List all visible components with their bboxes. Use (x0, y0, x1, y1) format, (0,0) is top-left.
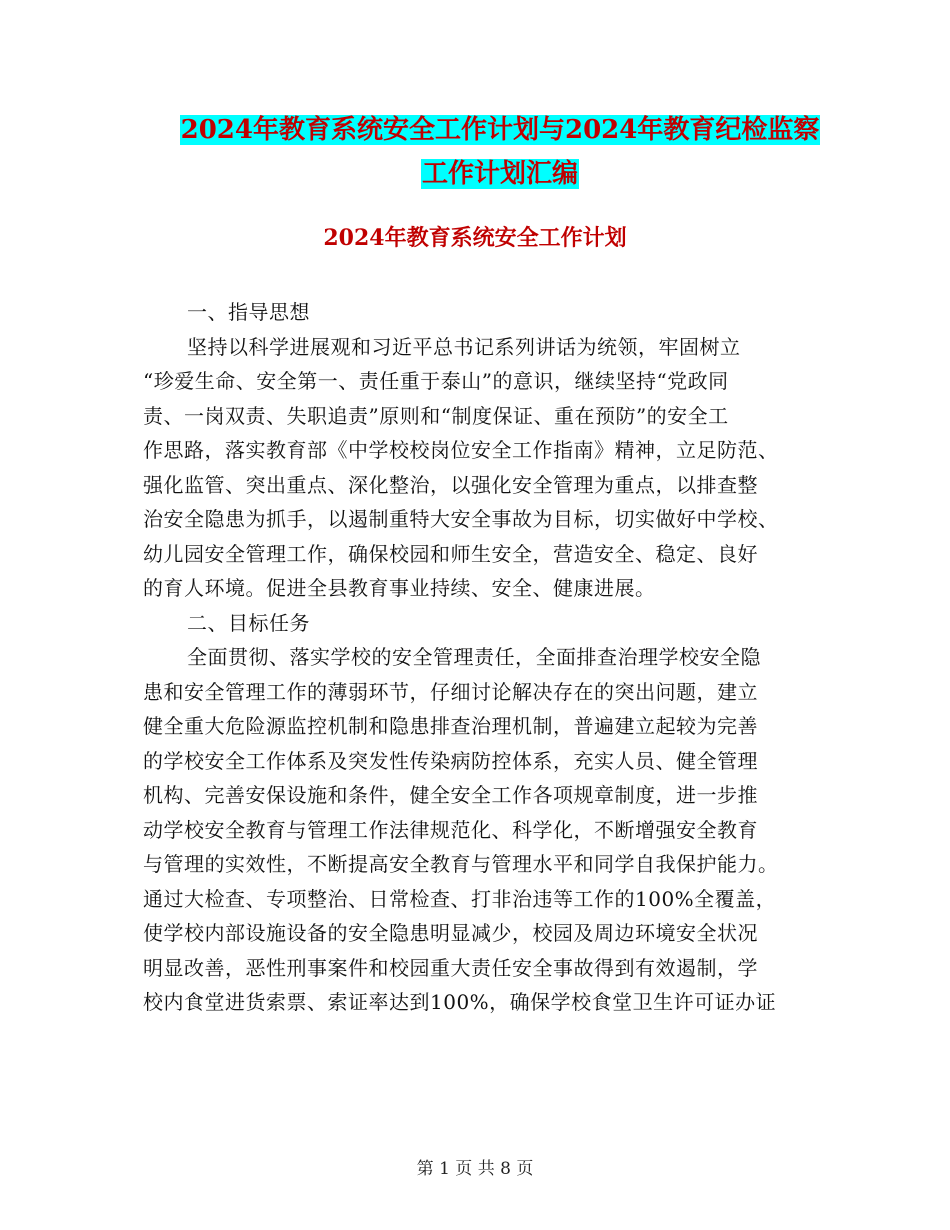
paragraph-2-line: 与管理的实效性，不断提高安全教育与管理水平和同学自我保护能力。 (143, 852, 779, 876)
paragraph-2-line: 机构、完善安保设施和条件，健全安全工作各项规章制度，进一步推 (143, 783, 758, 807)
paragraph-2-line: 明显改善，恶性刑事案件和校园重大责任安全事故得到有效遏制，学 (143, 955, 758, 980)
paragraph-1-line: 幼儿园安全管理工作，确保校园和师生安全，营造安全、稳定、良好 (143, 541, 758, 566)
paragraph-2-line: 健全重大危险源监控机制和隐患排查治理机制，普遍建立起较为完善 (143, 714, 758, 738)
paragraph-2-line: 通过大检查、专项整治、日常检查、打非治违等工作的100%全覆盖， (143, 886, 777, 911)
document-title-line-2 (140, 152, 860, 196)
paragraph-2-line: 校内食堂进货索票、索证率达到100%，确保学校食堂卫生许可证办证 (143, 990, 777, 1014)
paragraph-2-line: 的学校安全工作体系及突发性传染病防控体系，充实人员、健全管理 (143, 748, 758, 773)
paragraph-2-line: 患和安全管理工作的薄弱环节，仔细讨论解决存在的突出问题，建立 (143, 679, 758, 704)
paragraph-1-line: 坚持以科学进展观和习近平总书记系列讲话为统领，牢固树立 (187, 334, 741, 359)
document-title-line-1 (140, 108, 860, 152)
paragraph-1-line: 责、一岗双责、失职追责”原则和“制度保证、重在预防”的安全工 (143, 403, 729, 428)
page-number-footer: 第 1 页 共 8 页 (416, 1159, 534, 1179)
document-title-line-1-text: 2024年教育系统安全工作计划与2024年教育纪检监察 (180, 115, 820, 145)
document-title-line-2-text: 工作计划汇编 (421, 159, 578, 189)
paragraph-1-line: 强化监管、突出重点、深化整治，以强化安全管理为重点，以排查整 (143, 472, 758, 497)
paragraph-1-line: 的育人环境。促进全县教育事业持续、安全、健康进展。 (143, 576, 656, 600)
paragraph-1-line: 作思路，落实教育部《中学校校岗位安全工作指南》精神，立足防范、 (143, 438, 779, 462)
paragraph-1-line: “珍爱生命、安全第一、责任重于泰山”的意识，继续坚持“党政同 (143, 369, 729, 393)
paragraph-2-line: 全面贯彻、落实学校的安全管理责任，全面排查治理学校安全隐 (187, 645, 761, 669)
section-title: 2024年教育系统安全工作计划 (323, 225, 627, 251)
document-body (143, 295, 813, 1020)
heading-goals-tasks: 二、目标任务 (187, 610, 310, 635)
heading-guiding-thought: 一、指导思想 (187, 300, 310, 324)
paragraph-2-line: 使学校内部设施设备的安全隐患明显减少，校园及周边环境安全状况 (143, 921, 758, 945)
paragraph-1-line: 治安全隐患为抓手，以遏制重特大安全事故为目标，切实做好中学校、 (143, 507, 779, 531)
paragraph-2-line: 动学校安全教育与管理工作法律规范化、科学化，不断增强安全教育 (143, 817, 758, 842)
